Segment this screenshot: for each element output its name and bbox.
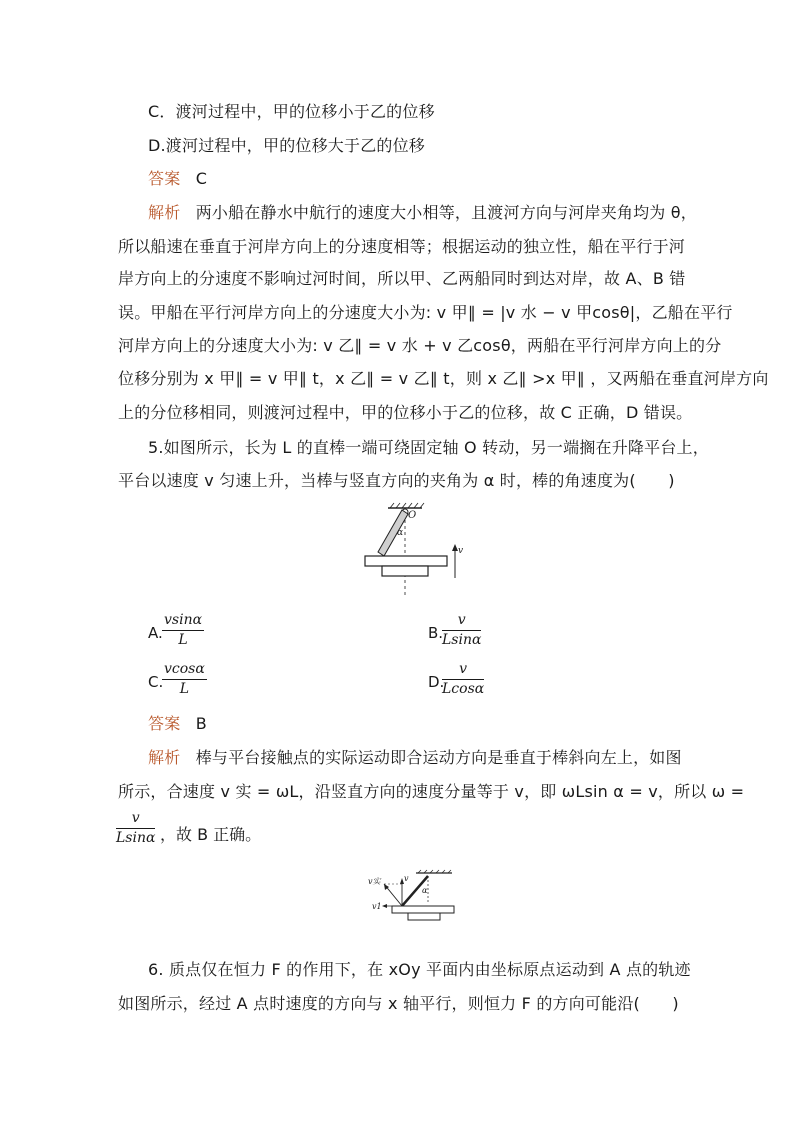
analysis-5-line-2: 所示，合速度 v 实 = ωL，沿竖直方向的速度分量等于 v，即 ωLsin α = v，所以 ω = <box>118 782 745 801</box>
option-b-fraction: v Lsinα <box>442 612 482 648</box>
question-6-line-2: 如图所示，经过 A 点时速度的方向与 x 轴平行，则恒力 F 的方向可能沿( ) <box>118 994 679 1013</box>
option-d-prev: D.渡河过程中，甲的位移大于乙的位移 <box>148 136 426 155</box>
answer-5 <box>148 711 207 734</box>
option-a-label: A. <box>148 624 163 642</box>
analysis-5-line-3: ，故 B 正确。 <box>160 825 262 844</box>
alpha-label: α <box>397 528 404 538</box>
analysis-4-line-2: 所以船速在垂直于河岸方向上的分速度相等；根据运动的独立性，船在平行于河 <box>118 237 686 256</box>
answer-label: 答案 <box>148 169 181 188</box>
analysis-label: 解析 <box>148 203 181 222</box>
question-6-line-1: 6. 质点仅在恒力 F 的作用下，在 xOy 平面内由坐标原点运动到 A 点的轨迹 <box>148 960 691 979</box>
question-5-line-2: 平台以速度 v 匀速上升，当棒与竖直方向的夹角为 α 时，棒的角速度为( ) <box>118 471 675 490</box>
analysis-label: 解析 <box>148 748 181 767</box>
analysis-5-line-1: 解析 棒与平台接触点的实际运动即合运动方向是垂直于棒斜向左上，如图 <box>148 748 682 767</box>
velocity-label: v <box>458 546 464 556</box>
option-c-fraction: vcosα L <box>164 661 205 697</box>
analysis-4-line-1: 解析 两小船在静水中航行的速度大小相等，且渡河方向与河岸夹角均为 θ， <box>148 203 697 222</box>
option-c-label: C. <box>148 673 164 691</box>
answer-label: 答案 <box>148 714 181 733</box>
analysis-4-line-6: 位移分别为 x 甲∥ = v 甲∥ t，x 乙∥ = v 乙∥ t，则 x 乙∥ >x 甲∥ ，又两船在垂直河岸方向 <box>118 369 769 388</box>
analysis-4-line-4: 误。甲船在平行河岸方向上的分速度大小为: v 甲∥ = |v 水 − v 甲cosθ|，乙船在平行 <box>118 303 733 322</box>
analysis-4-line-3: 岸方向上的分速度不影响过河时间，所以甲、乙两船同时到达对岸，故 A、B 错 <box>118 269 686 288</box>
analysis-4-line-5: 河岸方向上的分速度大小为: v 乙∥ = v 水 + v 乙cosθ，两船在平行河岸方向上的分 <box>118 336 722 355</box>
option-d-fraction: v Lcosα <box>442 661 485 697</box>
question-5-line-1: 5.如图所示，长为 L 的直棒一端可绕固定轴 O 转动，另一端搁在升降平台上， <box>148 438 709 457</box>
option-c-prev: C．渡河过程中，甲的位移小于乙的位移 <box>148 102 435 121</box>
analysis-4-line-7: 上的分位移相同，则渡河过程中，甲的位移小于乙的位移，故 C 正确，D 错误。 <box>118 403 693 422</box>
answer-value: C <box>195 169 208 188</box>
v-real-label: v实 <box>368 877 381 886</box>
v1-label: v1 <box>372 902 382 911</box>
v-label: v <box>404 874 409 883</box>
option-d-label: D. <box>428 673 445 691</box>
analysis-5-fraction: v Lsinα <box>116 810 156 846</box>
pivot-label: O <box>408 510 417 521</box>
answer-value: B <box>195 714 207 733</box>
option-b-label: B. <box>428 624 444 642</box>
option-a-fraction: vsinα L <box>164 612 203 648</box>
alpha-label-2: α <box>422 886 428 895</box>
velocity-decomposition-figure <box>372 870 462 920</box>
answer-4 <box>148 166 207 189</box>
